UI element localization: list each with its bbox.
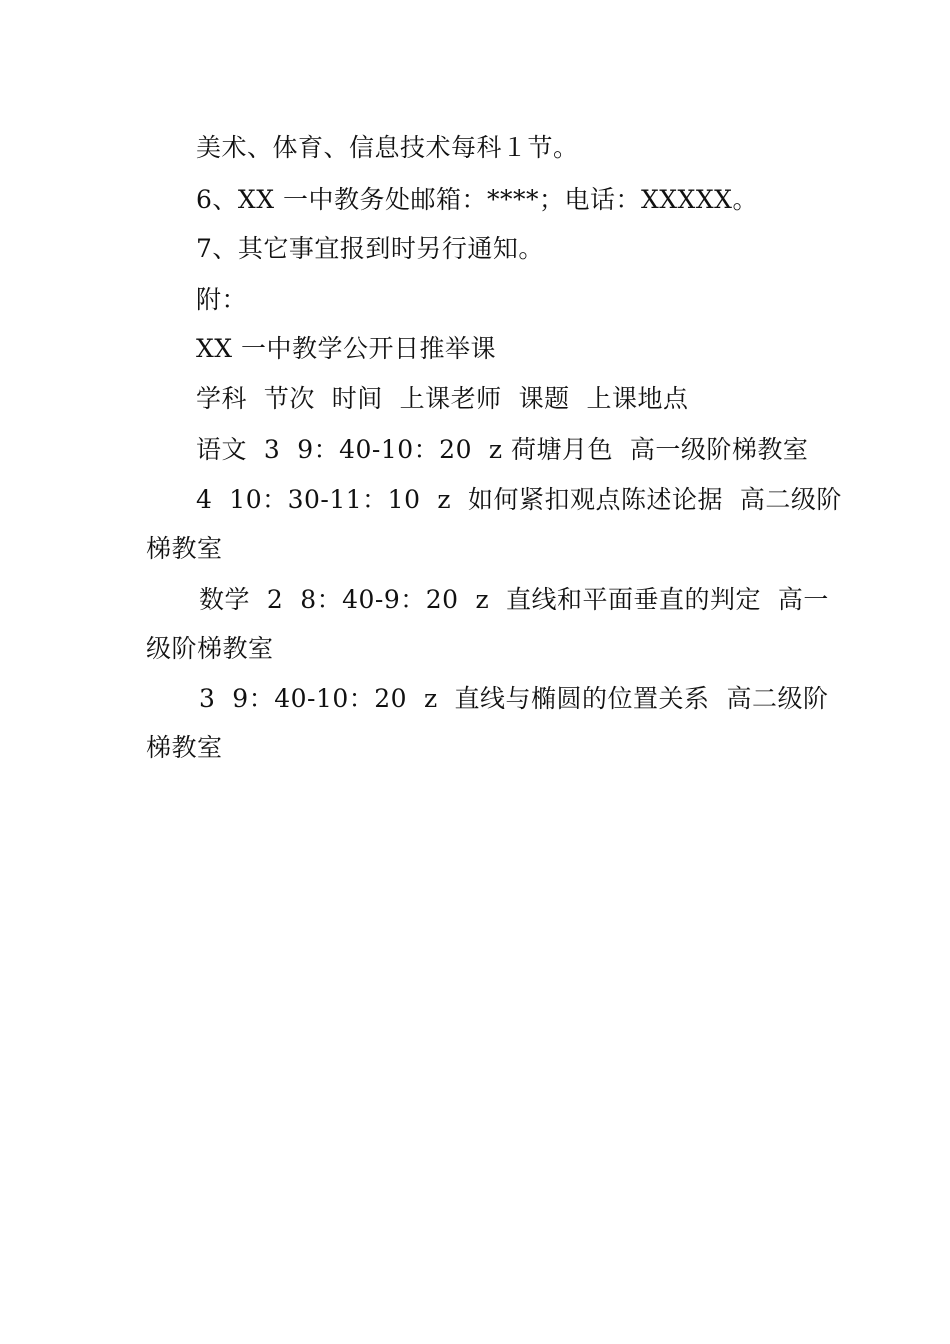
table-row-line-3-wrap: 级阶梯教室	[146, 634, 274, 663]
paragraph-line-1: 美术、体育、信息技术每科１节。	[196, 133, 579, 162]
paragraph-line-5: XX 一中教学公开日推举课	[196, 334, 497, 363]
paragraph-line-4: 附：	[196, 285, 248, 314]
table-header-line: 学科 节次 时间 上课老师 课题 上课地点	[196, 384, 689, 413]
paragraph-line-3: 7、其它事宜报到时另行通知。	[196, 234, 544, 263]
table-row-line-1: 语文 3 9：40-10：20 z 荷塘月色 高一级阶梯教室	[196, 435, 809, 464]
table-row-line-4: 3 9：40-10：20 z 直线与椭圆的位置关系 高二级阶	[199, 684, 829, 713]
table-row-line-2-wrap: 梯教室	[146, 534, 223, 563]
table-row-line-2: 4 10：30-11：10 z 如何紧扣观点陈述论据 高二级阶	[196, 485, 842, 514]
paragraph-line-2: 6、XX 一中教务处邮箱：****；电话：XXXXX。	[196, 185, 758, 214]
table-row-line-4-wrap: 梯教室	[146, 733, 223, 762]
table-row-line-3: 数学 2 8：40-9：20 z 直线和平面垂直的判定 高一	[199, 585, 829, 614]
